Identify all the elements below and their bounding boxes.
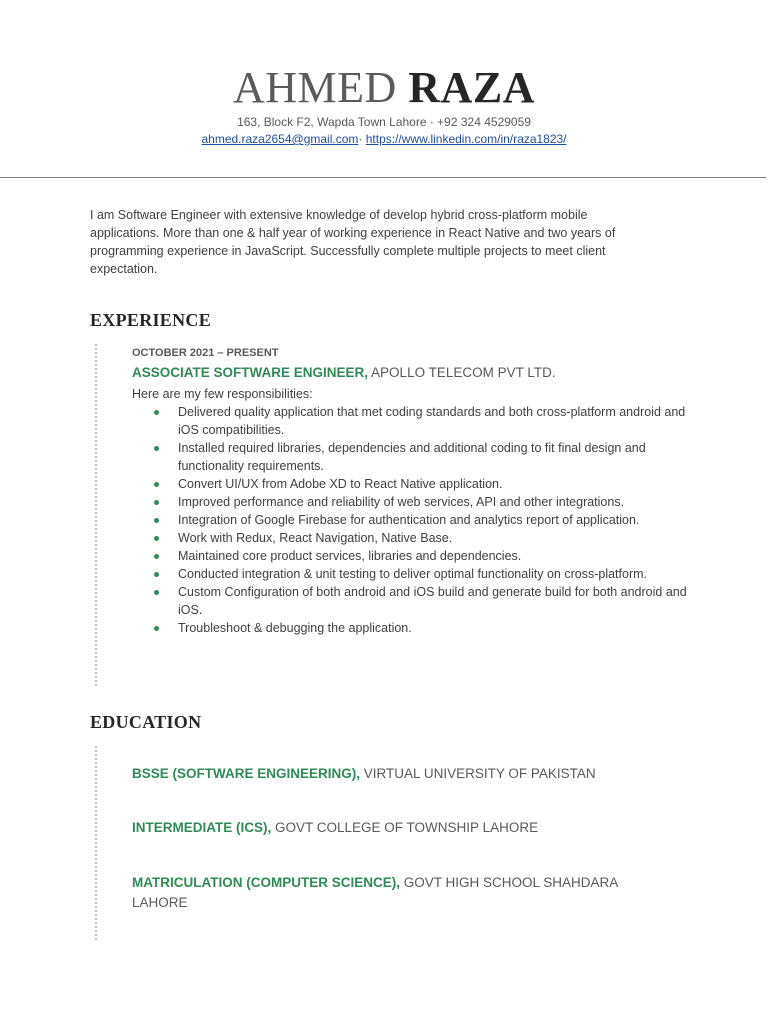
- education-entry: [132, 818, 652, 838]
- address-phone: 163, Block F2, Wapda Town Lahore · +92 324 4529059: [237, 115, 531, 129]
- list-item: [132, 547, 692, 565]
- job-title: ASSOCIATE SOFTWARE ENGINEER,: [132, 365, 369, 380]
- bullet-icon: [154, 500, 159, 505]
- education-entry: [132, 873, 632, 913]
- list-item-text: Improved performance and reliability of web services, API and other integrations.: [178, 495, 625, 509]
- education-dotted-line: [95, 746, 97, 940]
- summary-paragraph: I am Software Engineer with extensive knowledge of develop hybrid cross-platform mobile applications. More than one & half year of working experience in React Native and two years of programming experience in JavaScript. Successfully complete multiple projects to meet client expectation.: [90, 208, 616, 276]
- experience-heading: EXPERIENCE: [90, 310, 212, 330]
- responsibilities-list: [132, 403, 692, 637]
- linkedin-link[interactable]: https://www.linkedin.com/in/raza1823/: [365, 132, 567, 146]
- bullet-icon: [154, 626, 159, 631]
- bullet-icon: [154, 482, 159, 487]
- email-link[interactable]: ahmed.raza2654@gmail.com: [201, 132, 359, 146]
- list-item: [132, 619, 692, 637]
- list-item: [132, 529, 692, 547]
- header-divider: [0, 177, 766, 178]
- list-item: [132, 403, 692, 439]
- list-item-text: Installed required libraries, dependencies and additional coding to fit final design and functionality requirements.: [178, 441, 646, 473]
- candidate-name: [0, 64, 768, 112]
- bullet-icon: [154, 446, 159, 451]
- list-item: [132, 493, 692, 511]
- job-heading: [132, 363, 692, 383]
- school-name: GOVT HIGH SCHOOL SHAHDARA LAHORE: [132, 875, 618, 910]
- list-item-text: Convert UI/UX from Adobe XD to React Native application.: [178, 477, 503, 491]
- bullet-icon: [154, 536, 159, 541]
- link-separator: ·: [358, 132, 363, 146]
- bullet-icon: [154, 590, 159, 595]
- degree-title: INTERMEDIATE (ICS),: [132, 820, 272, 835]
- company-name: APOLLO TELECOM PVT LTD.: [371, 365, 556, 380]
- list-item-text: Maintained core product services, libraries and dependencies.: [178, 549, 522, 563]
- last-name: RAZA: [408, 63, 535, 112]
- responsibilities-intro: Here are my few responsibilities:: [132, 387, 313, 401]
- list-item-text: Custom Configuration of both android and iOS build and generate build for both android and iOS.: [178, 585, 687, 617]
- list-item-text: Delivered quality application that met coding standards and both cross-platform android and iOS compatibilities.: [178, 405, 686, 437]
- list-item-text: Work with Redux, React Navigation, Native Base.: [178, 531, 453, 545]
- school-name: VIRTUAL UNIVERSITY OF PAKISTAN: [363, 766, 596, 781]
- list-item: [132, 439, 692, 475]
- experience-dotted-line: [95, 344, 97, 686]
- degree-title: MATRICULATION (COMPUTER SCIENCE),: [132, 875, 400, 890]
- experience-entry: [132, 345, 692, 637]
- list-item: [132, 511, 692, 529]
- degree-title: BSSE (SOFTWARE ENGINEERING),: [132, 766, 361, 781]
- education-entry: [132, 764, 652, 784]
- list-item: [132, 583, 692, 619]
- list-item: [132, 475, 692, 493]
- bullet-icon: [154, 410, 159, 415]
- school-name: GOVT COLLEGE OF TOWNSHIP LAHORE: [275, 820, 539, 835]
- list-item: [132, 565, 692, 583]
- bullet-icon: [154, 572, 159, 577]
- list-item-text: Conducted integration & unit testing to deliver optimal functionality on cross-platform.: [178, 567, 647, 581]
- list-item-text: Troubleshoot & debugging the application.: [178, 621, 412, 635]
- list-item-text: Integration of Google Firebase for authentication and analytics report of application.: [178, 513, 640, 527]
- first-name: AHMED: [232, 63, 397, 112]
- resume-header: [0, 0, 768, 147]
- job-date: OCTOBER 2021 – PRESENT: [132, 347, 279, 359]
- contact-links: [0, 131, 768, 147]
- bullet-icon: [154, 518, 159, 523]
- education-heading: EDUCATION: [90, 712, 202, 732]
- bullet-icon: [154, 554, 159, 559]
